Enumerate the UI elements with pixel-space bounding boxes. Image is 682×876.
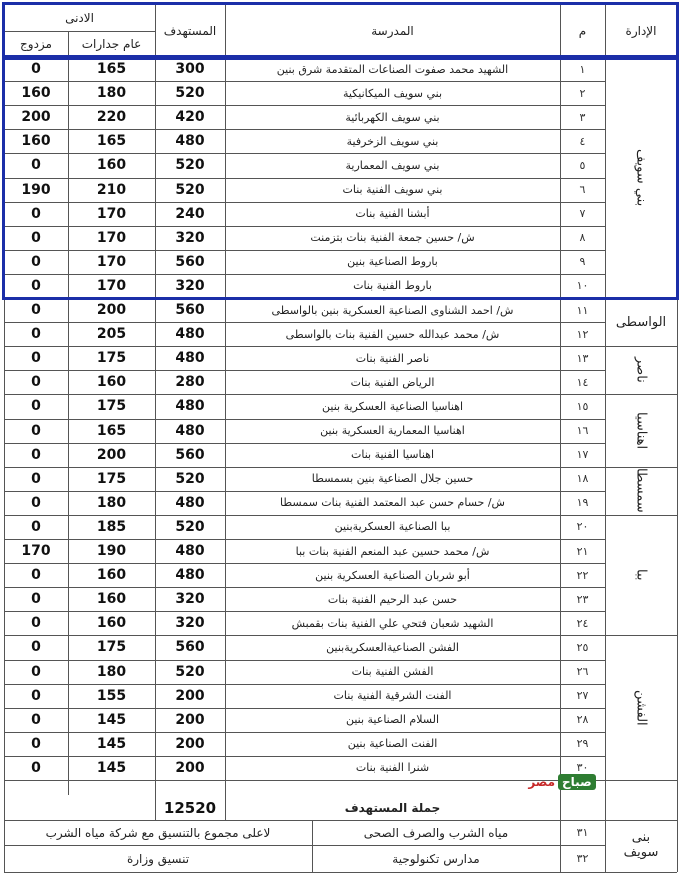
row-dual: 0 [31, 61, 41, 78]
row-general: 165 [96, 422, 127, 439]
row-index: ٢٥ [576, 640, 589, 654]
grid-line [4, 57, 605, 58]
row-dual: 0 [31, 157, 41, 174]
row-index: ٤ [579, 134, 586, 148]
row-target: 560 [175, 253, 205, 270]
grid-line [4, 4, 677, 5]
row-target: 320 [175, 277, 205, 294]
grid-line [312, 820, 313, 872]
row-index: ١٦ [576, 424, 589, 438]
row-dual: 0 [31, 398, 41, 415]
row-dual: 0 [31, 277, 41, 294]
row-school: ش/ احمد الشناوى الصناعية العسكرية بنين بالواسطى [271, 303, 514, 317]
row-target: 560 [175, 639, 205, 656]
row-school: ش/ محمد حسين عبد المنعم الفنية بنات ببا [295, 544, 490, 558]
row-school: أبو شربان الصناعية العسكرية بنين [315, 568, 470, 582]
row-school: شنرا الفنية بنات [355, 761, 430, 775]
row-target: 520 [175, 518, 205, 535]
footer-index: ٣٢ [576, 852, 589, 865]
row-index: ٢٤ [576, 616, 589, 630]
row-target: 320 [175, 229, 205, 246]
row-dual: 0 [31, 302, 41, 319]
row-school: بني سويف الكهربائية [345, 110, 440, 124]
row-index: ٢٨ [576, 713, 589, 727]
row-index: ٣ [579, 110, 586, 124]
row-index: ١٧ [576, 448, 589, 462]
row-target: 480 [175, 350, 205, 367]
row-general: 145 [96, 735, 127, 752]
row-index: ١٣ [576, 351, 589, 365]
admin-group: الواسطى [615, 314, 667, 330]
footer-school: مدارس تكنولوجية [392, 851, 480, 866]
row-index: ٢ [579, 86, 586, 100]
admin-group: ناصر [633, 357, 649, 384]
row-dual: 0 [31, 591, 41, 608]
row-general: 170 [96, 253, 127, 270]
row-general: 180 [96, 494, 127, 511]
row-general: 180 [96, 663, 127, 680]
row-target: 300 [175, 61, 205, 78]
header-admin: الإدارة [625, 23, 657, 38]
row-index: ٢١ [576, 544, 589, 558]
row-index: ١٠ [576, 279, 589, 293]
row-general: 175 [96, 350, 127, 367]
header-school: المدرسة [371, 23, 414, 38]
row-index: ٢٠ [576, 520, 589, 534]
row-general: 170 [96, 229, 127, 246]
row-school: باروط الفنية بنات [353, 279, 432, 293]
row-index: ٥ [579, 158, 586, 172]
grid-line [605, 780, 677, 781]
row-general: 155 [96, 687, 127, 704]
row-dual: 0 [31, 518, 41, 535]
grid-line [560, 4, 561, 872]
row-target: 520 [175, 470, 205, 487]
footer-index: ٣١ [576, 826, 589, 839]
row-general: 165 [96, 61, 127, 78]
row-school: اهناسيا المعمارية العسكرية بنين [320, 424, 465, 438]
row-general: 190 [96, 543, 127, 560]
header-general: عام جدارات [81, 37, 142, 51]
row-school: بني سويف المعمارية [345, 158, 440, 172]
row-target: 520 [175, 157, 205, 174]
row-school: ش/ حسين جمعة الفنية بنات بتزمنت [310, 231, 475, 245]
row-dual: 160 [21, 85, 51, 102]
row-index: ١ [579, 62, 586, 76]
row-school: الشهيد محمد صفوت الصناعات المتقدمة شرق بنين [276, 62, 509, 76]
header-dual: مزدوج [20, 37, 52, 51]
row-general: 145 [96, 759, 127, 776]
row-general: 185 [96, 518, 127, 535]
row-dual: 170 [21, 543, 51, 560]
row-general: 205 [96, 326, 127, 343]
row-dual: 0 [31, 494, 41, 511]
row-index: ٣٠ [576, 761, 589, 775]
row-target: 480 [175, 133, 205, 150]
row-general: 165 [96, 133, 127, 150]
footer-admin-line1: بنى [631, 830, 651, 845]
grid-line [4, 780, 605, 781]
row-dual: 0 [31, 759, 41, 776]
row-target: 480 [175, 543, 205, 560]
row-dual: 0 [31, 205, 41, 222]
admin-group: سمسطا [633, 468, 649, 514]
total-label: جملة المستهدف [344, 800, 441, 815]
row-target: 520 [175, 181, 205, 198]
row-dual: 160 [21, 133, 51, 150]
row-school: الشهيد شعبان فتحي علي الفنية بنات بقمبش [291, 616, 494, 630]
grid-line [605, 4, 606, 872]
row-school: ببا الصناعية العسكريةبنين [334, 520, 451, 534]
row-general: 170 [96, 205, 127, 222]
row-target: 200 [175, 687, 205, 704]
grid-line [4, 4, 5, 872]
footer-note: لاعلى مجموع بالتنسيق مع شركة مياه الشرب [45, 825, 271, 840]
row-target: 480 [175, 398, 205, 415]
admin-group: بني سويف [633, 148, 649, 207]
row-index: ١٩ [576, 496, 589, 510]
row-index: ٢٢ [576, 568, 589, 582]
total-value: 12520 [163, 798, 217, 817]
row-target: 420 [175, 109, 205, 126]
row-general: 145 [96, 711, 127, 728]
row-dual: 0 [31, 229, 41, 246]
row-target: 520 [175, 663, 205, 680]
row-school: حسين جلال الصناعية بنين بسمسطا [311, 472, 474, 486]
row-general: 160 [96, 374, 127, 391]
row-general: 170 [96, 277, 127, 294]
row-index: ٢٦ [576, 665, 589, 679]
row-school: ناصر الفنية بنات [355, 351, 430, 365]
row-dual: 0 [31, 639, 41, 656]
row-school: ش/ حسام حسن عبد المعتمد الفنية بنات سمسطا [280, 496, 505, 510]
row-dual: 0 [31, 374, 41, 391]
row-school: باروط الصناعية بنين [347, 255, 438, 269]
row-school: الفنت الصناعية بنين [347, 737, 438, 751]
grid-line [225, 4, 226, 820]
row-school: حسن عبد الرحيم الفنية بنات [327, 592, 458, 606]
row-target: 520 [175, 85, 205, 102]
row-school: بني سويف الفنية بنات [342, 183, 443, 197]
row-dual: 0 [31, 326, 41, 343]
footer-school: مياه الشرب والصرف الصحى [363, 825, 509, 840]
row-target: 480 [175, 567, 205, 584]
row-dual: 0 [31, 470, 41, 487]
row-target: 560 [175, 302, 205, 319]
row-index: ٧ [579, 207, 586, 221]
row-target: 480 [175, 422, 205, 439]
row-general: 210 [96, 181, 127, 198]
row-school: بني سويف الزخرفية [346, 134, 439, 148]
row-index: ٦ [579, 183, 586, 197]
row-general: 160 [96, 157, 127, 174]
row-school: بني سويف الميكانيكية [342, 86, 443, 100]
row-dual: 0 [31, 687, 41, 704]
row-dual: 0 [31, 422, 41, 439]
header-min: الادنى [65, 10, 94, 25]
row-index: ٢٩ [576, 737, 589, 751]
row-target: 480 [175, 326, 205, 343]
row-school: الفشن الصناعيةالعسكريةبنين [326, 640, 459, 654]
admin-group: الفشن [633, 689, 649, 726]
row-dual: 0 [31, 735, 41, 752]
row-target: 320 [175, 591, 205, 608]
row-school: اهناسيا الفنية بنات [351, 448, 435, 462]
row-target: 200 [175, 759, 205, 776]
row-index: ٨ [579, 231, 586, 245]
row-dual: 0 [31, 446, 41, 463]
row-school: اهناسيا الصناعية العسكرية بنين [322, 399, 464, 413]
row-general: 220 [96, 109, 127, 126]
row-target: 560 [175, 446, 205, 463]
grid-line [4, 845, 605, 846]
row-index: ١١ [576, 303, 589, 317]
row-dual: 0 [31, 253, 41, 270]
row-dual: 0 [31, 615, 41, 632]
row-general: 160 [96, 567, 127, 584]
row-general: 180 [96, 85, 127, 102]
row-school: الفنت الشرقية الفنية بنات [333, 689, 452, 703]
row-general: 175 [96, 470, 127, 487]
row-index: ٢٣ [576, 592, 589, 606]
row-target: 200 [175, 735, 205, 752]
row-general: 175 [96, 639, 127, 656]
row-dual: 0 [31, 567, 41, 584]
row-index: ١٢ [576, 327, 589, 341]
admin-group: اهناسيا [633, 411, 649, 450]
watermark-logo [524, 771, 600, 793]
row-school: الفشن الفنية بنات [351, 665, 434, 679]
row-school: الرياض الفنية بنات [350, 375, 435, 389]
watermark-word-1: صباح [558, 774, 596, 790]
row-general: 200 [96, 302, 127, 319]
admin-group: ببا [633, 569, 649, 581]
row-general: 200 [96, 446, 127, 463]
grid-line [677, 4, 678, 872]
row-dual: 200 [21, 109, 51, 126]
row-target: 480 [175, 494, 205, 511]
row-target: 200 [175, 711, 205, 728]
row-index: ٢٧ [576, 689, 589, 703]
grid-line [4, 872, 677, 873]
header-index: م [578, 23, 587, 38]
row-index: ١٨ [576, 472, 589, 486]
watermark-word-2: مصر [528, 775, 556, 789]
row-index: ٩ [579, 255, 586, 269]
row-dual: 0 [31, 711, 41, 728]
row-target: 280 [175, 374, 205, 391]
grid-line [155, 4, 156, 820]
header-target: المستهدف [163, 23, 217, 38]
row-index: ١٤ [576, 375, 589, 389]
row-index: ١٥ [576, 399, 589, 413]
footer-note: تنسيق وزارة [126, 851, 190, 866]
row-school: أبشنا الفنية بنات [355, 207, 430, 221]
row-dual: 0 [31, 663, 41, 680]
row-general: 160 [96, 591, 127, 608]
row-general: 175 [96, 398, 127, 415]
row-target: 320 [175, 615, 205, 632]
row-target: 240 [175, 205, 205, 222]
row-general: 160 [96, 615, 127, 632]
row-school: ش/ محمد عبدالله حسين الفنية بنات بالواسطى [285, 327, 500, 341]
row-dual: 190 [21, 181, 51, 198]
row-school: السلام الصناعية بنين [345, 713, 440, 727]
row-dual: 0 [31, 350, 41, 367]
grid-line [68, 31, 69, 795]
footer-admin-line2: سويف [623, 845, 659, 860]
grid-line [4, 31, 155, 32]
